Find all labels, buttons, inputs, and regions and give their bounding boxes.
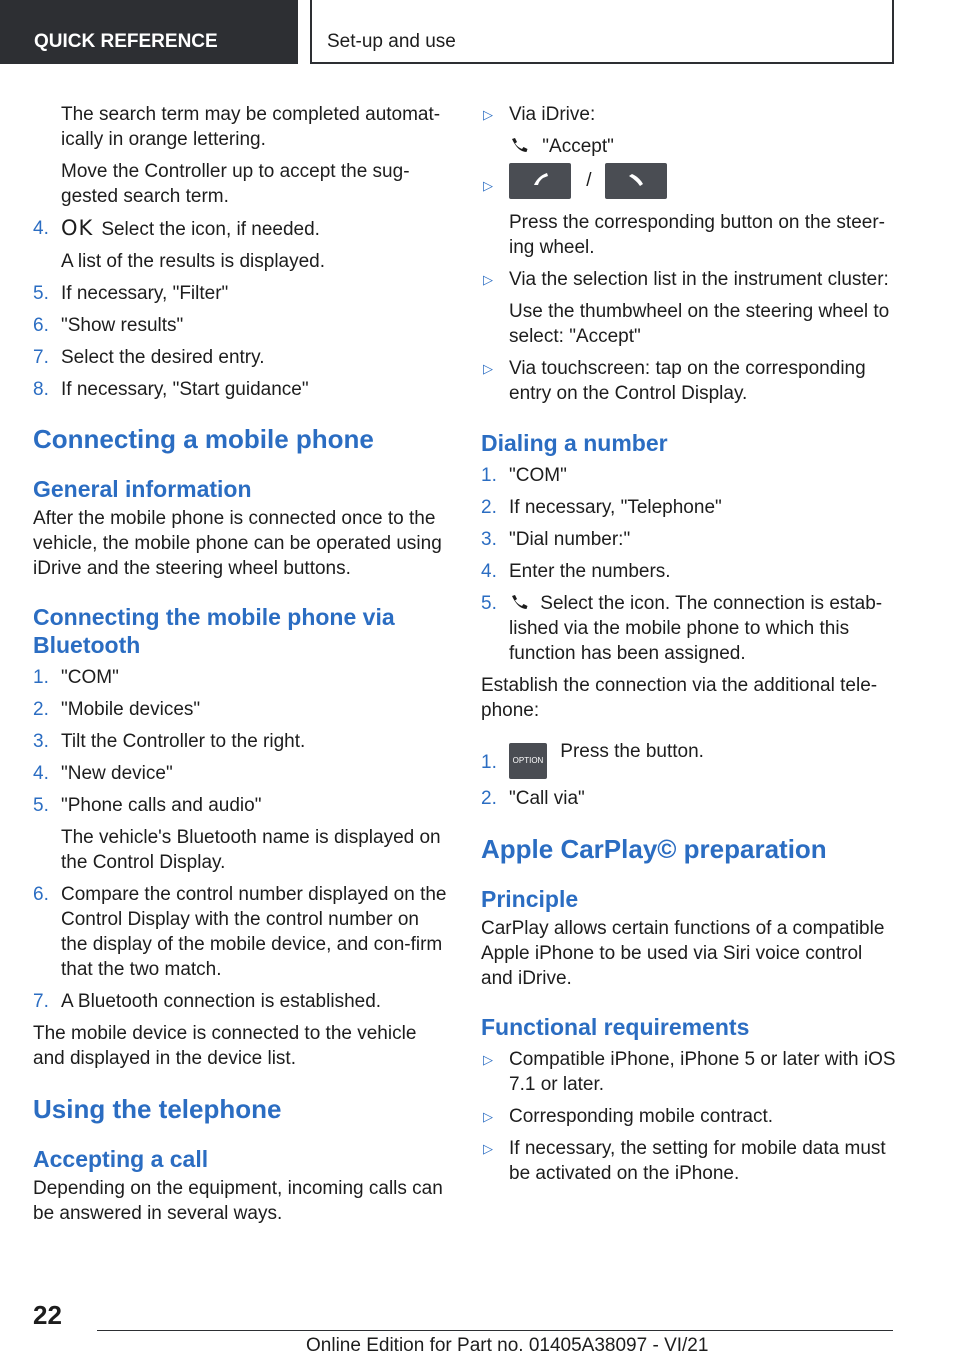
paragraph: Establish the connection via the additional tele‐phone: — [481, 675, 878, 721]
step-text: Enter the numbers. — [509, 561, 671, 582]
step-number: 7. — [33, 347, 49, 368]
step-number: 8. — [33, 379, 49, 400]
step-text: If necessary, "Start guidance" — [61, 379, 309, 400]
step-number: 5. — [481, 593, 497, 614]
step-text: Select the icon. The connection is estab‐lished via the mobile phone to which this function has been assigned. — [509, 593, 883, 664]
option-button-icon: OPTION — [509, 743, 547, 779]
step-number: 1. — [481, 465, 497, 486]
phone-hangup-button-icon — [605, 163, 667, 199]
heading-dialing: Dialing a number — [481, 430, 668, 456]
list-item — [33, 761, 448, 786]
step-number: 5. — [33, 283, 49, 304]
step-text: If necessary, "Telephone" — [509, 497, 722, 518]
list-item — [481, 463, 899, 488]
step-number: 3. — [481, 529, 497, 550]
step-number: 5. — [33, 795, 49, 816]
step-number: 6. — [33, 884, 49, 905]
bullet-item — [481, 1136, 899, 1186]
dial-steps — [481, 463, 899, 584]
step-text: Select the icon, if needed. — [101, 219, 320, 240]
bullet-triangle-icon: ▷ — [483, 1052, 493, 1067]
quick-reference-tab — [0, 0, 298, 64]
bullet-text: Via the selection list in the instrument cluster: — [509, 269, 889, 290]
bullet-triangle-icon: ▷ — [483, 1141, 493, 1156]
step-text: "New device" — [61, 763, 173, 784]
bullet-triangle-icon: ▷ — [483, 272, 493, 287]
paragraph: Depending on the equipment, incoming calls can be answered in several ways. — [33, 1178, 443, 1224]
step-text: Compare the control number displayed on the Control Display with the control number on the display of the mobile device, and con‐firm that the two match. — [61, 884, 447, 980]
list-item — [33, 345, 448, 370]
list-item — [481, 739, 899, 779]
step-text: A Bluetooth connection is established. — [61, 991, 382, 1012]
step-subtext: A list of the results is displayed. — [61, 251, 326, 272]
step-text: "COM" — [61, 667, 119, 688]
ok-icon: OK — [61, 216, 94, 240]
phone-accept-icon — [509, 593, 531, 611]
right-column — [481, 102, 899, 1186]
step-number: 2. — [481, 497, 497, 518]
bullet-triangle-icon: ▷ — [483, 1109, 493, 1124]
paragraph: Move the Controller up to accept the sug‐gested search term. — [61, 161, 410, 207]
step-text: "Mobile devices" — [61, 699, 201, 720]
step-text: "Phone calls and audio" — [61, 795, 262, 816]
step-text: "COM" — [509, 465, 567, 486]
bullet-item — [481, 1047, 899, 1097]
bullet-triangle-icon: ▷ — [483, 107, 493, 122]
edition-text: Online Edition for Part no. 01405A38097 - VI/21 — [306, 1335, 709, 1356]
heading-connecting: Connecting a mobile phone — [33, 424, 374, 454]
step-text: Press the button. — [560, 741, 704, 762]
step-subtext: The vehicle's Bluetooth name is displayed on the Control Display. — [61, 827, 441, 873]
step-text: If necessary, "Filter" — [61, 283, 229, 304]
accept-label: "Accept" — [542, 136, 614, 157]
paragraph: The mobile device is connected to the vehicle and displayed in the device list. — [33, 1023, 417, 1069]
heading-accepting-call: Accepting a call — [33, 1146, 209, 1172]
step-number: 6. — [33, 315, 49, 336]
section-tab — [310, 0, 894, 64]
list-item — [33, 793, 448, 818]
bullet-text: Via iDrive: — [509, 104, 596, 125]
bullet-item — [481, 1104, 899, 1129]
bluetooth-steps — [33, 665, 448, 818]
bullet-text: If necessary, the setting for mobile data must be activated on the iPhone. — [509, 1138, 886, 1184]
step-number: 7. — [33, 991, 49, 1012]
step-text: Tilt the Controller to the right. — [61, 731, 306, 752]
list-item — [33, 882, 448, 982]
paragraph: CarPlay allows certain functions of a compatible Apple iPhone to be used via Siri voice control and iDrive. — [481, 918, 885, 989]
section-label: Set-up and use — [327, 31, 456, 52]
bullet-subtext — [481, 134, 899, 159]
bullet-subtext: Press the corresponding button on the steer‐ing wheel. — [509, 212, 886, 258]
bullet-triangle-icon: ▷ — [483, 361, 493, 376]
quick-reference-label: QUICK REFERENCE — [34, 31, 218, 52]
step-text: Select the desired entry. — [61, 347, 265, 368]
bullet-item — [481, 267, 899, 292]
step-text: "Show results" — [61, 315, 184, 336]
page-number: 22 — [33, 1300, 62, 1330]
step-text: "Dial number:" — [509, 529, 631, 550]
heading-bluetooth: Connecting the mobile phone via Bluetooth — [33, 604, 395, 658]
list-item — [33, 697, 448, 722]
list-item — [481, 786, 899, 811]
step-number: 1. — [481, 752, 497, 773]
page-header — [0, 0, 960, 66]
heading-carplay: Apple CarPlay© preparation — [481, 834, 827, 864]
list-item — [33, 665, 448, 690]
list-item — [33, 281, 448, 306]
list-item — [481, 495, 899, 520]
bullet-item — [481, 356, 899, 406]
bullet-triangle-icon: ▷ — [483, 178, 493, 193]
bullet-text: Via touchscreen: tap on the corresponding entry on the Control Display. — [509, 358, 866, 404]
list-item — [33, 729, 448, 754]
bullet-item — [481, 102, 899, 127]
footer-divider — [97, 1330, 893, 1331]
bullet-subtext: Use the thumbwheel on the steering wheel to select: "Accept" — [509, 301, 890, 347]
heading-using-telephone: Using the telephone — [33, 1094, 282, 1124]
bullet-text: Compatible iPhone, iPhone 5 or later with iOS 7.1 or later. — [509, 1049, 896, 1095]
paragraph: The search term may be completed automat‐ically in orange lettering. — [61, 104, 441, 150]
paragraph: After the mobile phone is connected once to the vehicle, the mobile phone can be operated using iDrive and the steering wheel buttons. — [33, 508, 442, 579]
phone-accept-button-icon — [509, 163, 571, 199]
heading-functional-requirements: Functional requirements — [481, 1014, 750, 1040]
list-item — [481, 559, 899, 584]
list-item — [481, 591, 899, 666]
bullet-text: Corresponding mobile contract. — [509, 1106, 774, 1127]
phone-accept-icon — [509, 136, 531, 154]
list-item — [33, 989, 448, 1014]
list-item — [33, 313, 448, 338]
list-item — [33, 216, 448, 242]
heading-general: General information — [33, 476, 252, 502]
left-column — [33, 102, 448, 1226]
step-number: 2. — [481, 788, 497, 809]
step-number: 1. — [33, 667, 49, 688]
list-item — [33, 377, 448, 402]
step-number: 4. — [481, 561, 497, 582]
step-number: 4. — [33, 218, 49, 239]
step-number: 3. — [33, 731, 49, 752]
heading-principle: Principle — [481, 886, 579, 912]
separator: / — [586, 170, 592, 192]
step-number: 2. — [33, 699, 49, 720]
step-text: "Call via" — [509, 788, 585, 809]
list-item — [481, 527, 899, 552]
bullet-item — [481, 163, 899, 203]
step-number: 4. — [33, 763, 49, 784]
